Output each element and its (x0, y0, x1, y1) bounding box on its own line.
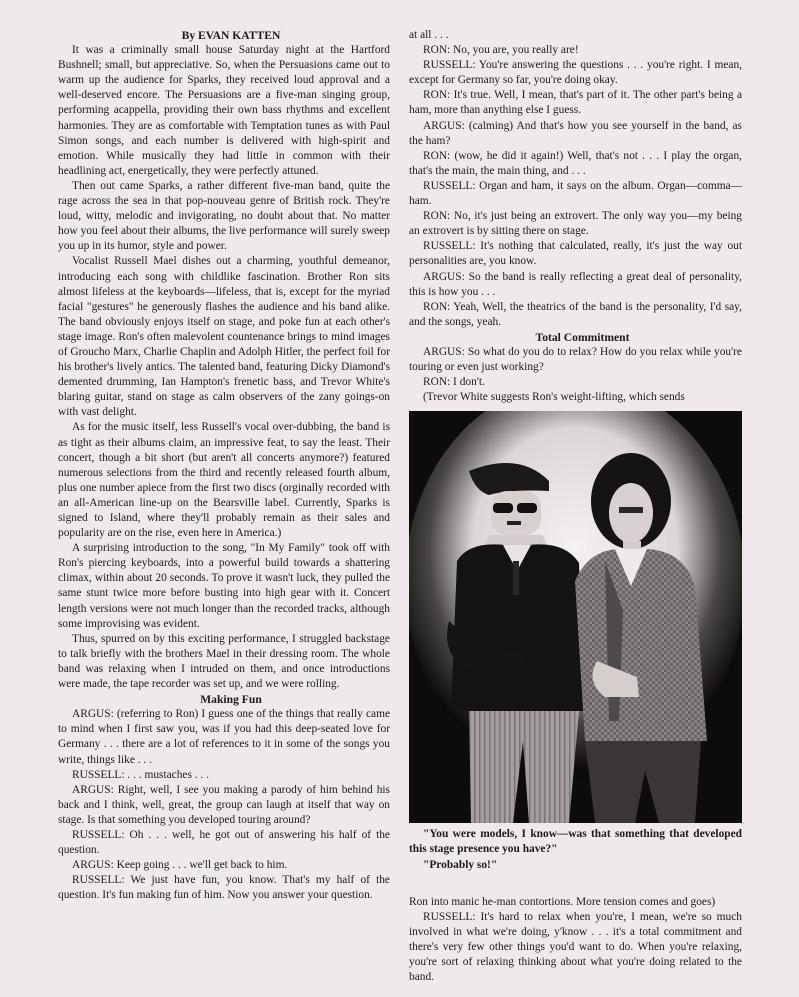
dialogue-line: RON: It's true. Well, I mean, that's part of it. The other part's being a ham, more than anything else I guess. (409, 89, 742, 117)
byline: By EVAN KATTEN (181, 29, 281, 42)
dialogue-line: RON: No, it's just being an extrovert. The only way you—my being an extrovert is by sitting there on stage. (409, 210, 742, 238)
dialogue-line: RUSSELL: You're answering the questions . . . you're right. I mean, except for Germany so far, you're doing okay. (409, 59, 742, 87)
paragraph: A surprising introduction to the song, "In My Family" took off with Ron's piercing keyboards, into a powerful build towards a shattering climax, within about 20 seconds. To prove it wasn't luck, they pulled the same stunt twice more before busting into high gear with it. Concert length versions were not much longer than the recorded tracks, although some improvising was evident. (58, 542, 390, 630)
paragraph: It was a criminally small house Saturday night at the Hartford Bushnell; small, but appreciative. So, when the Persuasions came out to warm up the audience for Sparks, they received loud approval and a well-deserved encore. The Persuasions are a five-man singing group, performing acappella, providing their own bass rhythms and excellent harmonies. They are as comfortable with Temptation tunes as with Paul Simon songs, and each number is delivered with high-spirit and emotion. While musically they had little in common with their headlining act, energetically, they were perfectly attuned. (58, 44, 390, 177)
photo-caption-question: "You were models, I know—was that something that developed this stage presence you have?" (409, 828, 742, 856)
dialogue-line: ARGUS: (referring to Ron) I guess one of the things that really came to mind when I first saw you, was if you had this deep-seated love for Germany . . . there are a lot of references to it in some of the songs you write, things like . . . (58, 708, 390, 766)
dialogue-line: ARGUS: Keep going . . . we'll get back to him. (72, 859, 288, 872)
band-photo (409, 411, 742, 823)
dialogue-line: RON: I don't. (423, 376, 485, 389)
dialogue-line: (Trevor White suggests Ron's weight-lifting, which sends (423, 391, 685, 404)
continued-fragment: at all . . . (409, 29, 449, 41)
subhead-total-commitment: Total Commitment (535, 330, 630, 344)
dialogue-line: RUSSELL: We just have fun, you know. That's my half of the question. It's fun making fun of him. Now you answer your question. (58, 874, 390, 902)
dialogue-line: RUSSELL: Oh . . . well, he got out of answering his half of the question. (58, 828, 390, 857)
left-column (58, 28, 390, 903)
band-photo-illustration (409, 411, 742, 823)
dialogue-line: RON: No, you are, you really are! (423, 44, 579, 57)
dialogue-line: Ron into manic he-man contortions. More tension comes and goes) (409, 895, 716, 908)
dialogue-line: RUSSELL: Organ and ham, it says on the album. Organ—comma—ham. (409, 179, 742, 208)
dialogue-line: RUSSELL: It's nothing that calculated, really, it's just the way out personalities are, you know. (409, 240, 742, 268)
dialogue-line: RUSSELL: It's hard to relax when you're, I mean, we're so much involved in what we're doing, y'know . . . it's a total commitment and there's very few other things you'd want to do. When you're relaxing, you're sort of relaxing thinking about what you're doing related to the band. (409, 910, 742, 984)
subhead-making-fun: Making Fun (200, 693, 262, 707)
dialogue-line: ARGUS: So what do you do to relax? How do you relax while you're touring or even just working? (409, 345, 742, 374)
paragraph: As for the music itself, less Russell's vocal over-dubbing, the band is as tight as their albums claim, an impressive feat, to say the least. Their concert, though a bit short (but aren't all concerts anymore?) featured numerous selections from the third and recently released fourth album, plus one number apiece from the first two discs (orginally recorded with an all-American line-up on the Bearsville label. Currently, Sparks is signed to Island, where they'll probably remain as their sales and popularity are on the rise, even here in America.) (58, 421, 390, 540)
spacer (409, 873, 742, 895)
right-column (409, 28, 742, 985)
paragraph: Vocalist Russell Mael dishes out a charming, youthful demeanor, introducing each song with childlike fascination. Brother Ron sits almost lifeless at the keyboards—lifeless, that is, except for the myriad facial "gestures" he generously flashes the audience and his band alike. The band obviously enjoys itself on stage, and poke fun at each other's stage image. Ron's often malevolent countenance brings to mind images of Groucho Marx, Charlie Chaplin and Adolph Hitler, the perfect foil for his brother's lively antics. The talented band, featuring Dicky Diamond's demented drumming, Ian Hampton's frenetic bass, and Trevor White's blaring guitar, stand on stage as calm observers of the zany goings-on with vast delight. (58, 255, 390, 419)
dialogue-line: RON: (wow, he did it again!) Well, that's not . . . I play the organ, that's the main, the main thing, and . . . (409, 149, 742, 177)
paragraph: Then out came Sparks, a rather different five-man band, quite the rage across the sea in that pop-nouveau genre of British rock. They're loud, witty, melodic and invigorating, no doubt about that. No matter how you feel about their albums, the live performance will surely sweep you up in its humor, style and power. (58, 179, 390, 253)
dialogue-line: ARGUS: Right, well, I see you making a parody of him behind his back and I think, well, great, the group can laugh at itself that way on stage. Is that something you developed touring around? (58, 783, 390, 826)
paragraph: Thus, spurred on by this exciting performance, I struggled backstage to talk briefly with the brothers Mael in their dressing room. The whole band was relaxing when I intruded on them, and once introductions were made, the tape recorder was set up, and we were rolling. (58, 632, 390, 691)
photo-caption-answer: "Probably so!" (423, 858, 498, 871)
dialogue-line: RON: Yeah, Well, the theatrics of the band is the personality, I'd say, and the songs, yeah. (409, 300, 742, 328)
dialogue-line: RUSSELL: . . . mustaches . . . (72, 768, 209, 781)
photo-caption (409, 827, 742, 872)
dialogue-line: ARGUS: So the band is really reflecting a great deal of personality, this is how you . . . (409, 270, 742, 298)
dialogue-line: ARGUS: (calming) And that's how you see yourself in the band, as the ham? (409, 119, 742, 147)
